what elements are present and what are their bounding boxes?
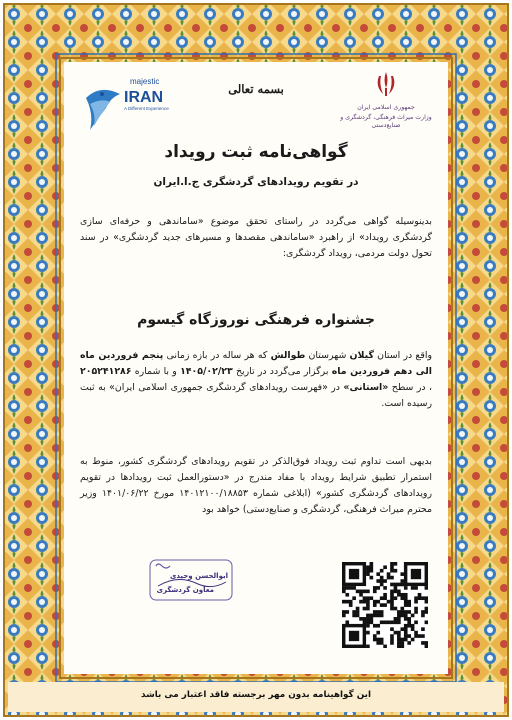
logo-name-text: IRAN (124, 89, 164, 106)
level-value: «استانی» (343, 382, 389, 393)
qr-code (342, 562, 428, 648)
detail-paragraph (80, 348, 432, 412)
detail-text: برگزار می‌گردد در تاریخ (232, 366, 332, 377)
footer-note: این گواهینامه بدون مهر برجسته فاقد اعتبار می باشد (141, 690, 371, 700)
iran-emblem-icon (371, 70, 401, 98)
certificate-title: گواهی‌نامه ثبت رویداد (164, 142, 348, 162)
province-value: گیلان (349, 350, 374, 361)
bismillah-heading: بسمه تعالی (228, 82, 284, 96)
detail-text: در «فهرست رویدادهای گردشگری جمهوری اسلامی ایران» به ثبت رسیده است. (80, 382, 432, 409)
signature-seal (148, 556, 234, 604)
certificate-body (64, 62, 448, 674)
seal-stamp-icon (148, 556, 234, 604)
detail-text: ، در سطح (388, 382, 433, 393)
certificate-subtitle: در تقویم رویدادهای گردشگری ج.ا.ایران (153, 176, 359, 188)
number-value: ۲۰۵۲۴۱۲۸۶ (80, 366, 132, 377)
ministry-line2: وزارت میراث فرهنگی، گردشگری و صنایع‌دستی (340, 114, 432, 129)
date-value: ۱۴۰۵/۰۲/۲۳ (180, 366, 233, 377)
ministry-line1: جمهوری اسلامی ایران (357, 104, 415, 111)
detail-text: که هر ساله در بازه زمانی (163, 350, 271, 361)
bird-logo-icon (80, 68, 176, 138)
event-name: جشنواره فرهنگی نوروزگاه گیسوم (137, 312, 375, 328)
logo-tagline-text: A Different Experience (124, 106, 169, 111)
majestic-iran-logo (80, 68, 176, 138)
seal-name: ابوالحسن وحیدی (169, 572, 228, 580)
detail-text: و با شماره (131, 366, 181, 377)
period-value: پنجم فروردین ماه الی دهم فروردین ماه (80, 350, 432, 377)
detail-text: شهرستان (305, 350, 350, 361)
qr-code-icon (342, 562, 428, 648)
closing-paragraph: بدیهی است تداوم ثبت رویداد فوق‌الذکر در تقویم رویدادهای گردشگری کشور، منوط به استمرار تطبیق شرایط رویداد با مفاد مندرج در «دستورالعمل ثبت رویدادها در تقویم رویدادهای گردشگری کشور» (ابلاغی شماره ۱۴۰۱۲۱۰۰/۱۸۸۵۳ مورخ ۱۴۰۱/۰۶/۲۲ وزیر محترم میراث فرهنگی، گردشگری و صنایع‌دستی) خواهد بود (80, 456, 432, 515)
ministry-logo (338, 70, 434, 132)
city-value: طوالش (270, 350, 306, 361)
seal-title: معاون گردشگری (156, 586, 214, 594)
logo-brand-text: majestic (130, 77, 160, 86)
detail-text: واقع در استان (373, 350, 432, 361)
intro-paragraph: بدینوسیله گواهی می‌گردد در راستای تحقق موضوع «ساماندهی و حرفه‌ای سازی گردشگری رویداد» از راهبرد «ساماندهی مقصدها و مسیرهای جدید گردشگری» در سند تحول دولت مردمی، رویداد گردشگری: (80, 216, 432, 259)
